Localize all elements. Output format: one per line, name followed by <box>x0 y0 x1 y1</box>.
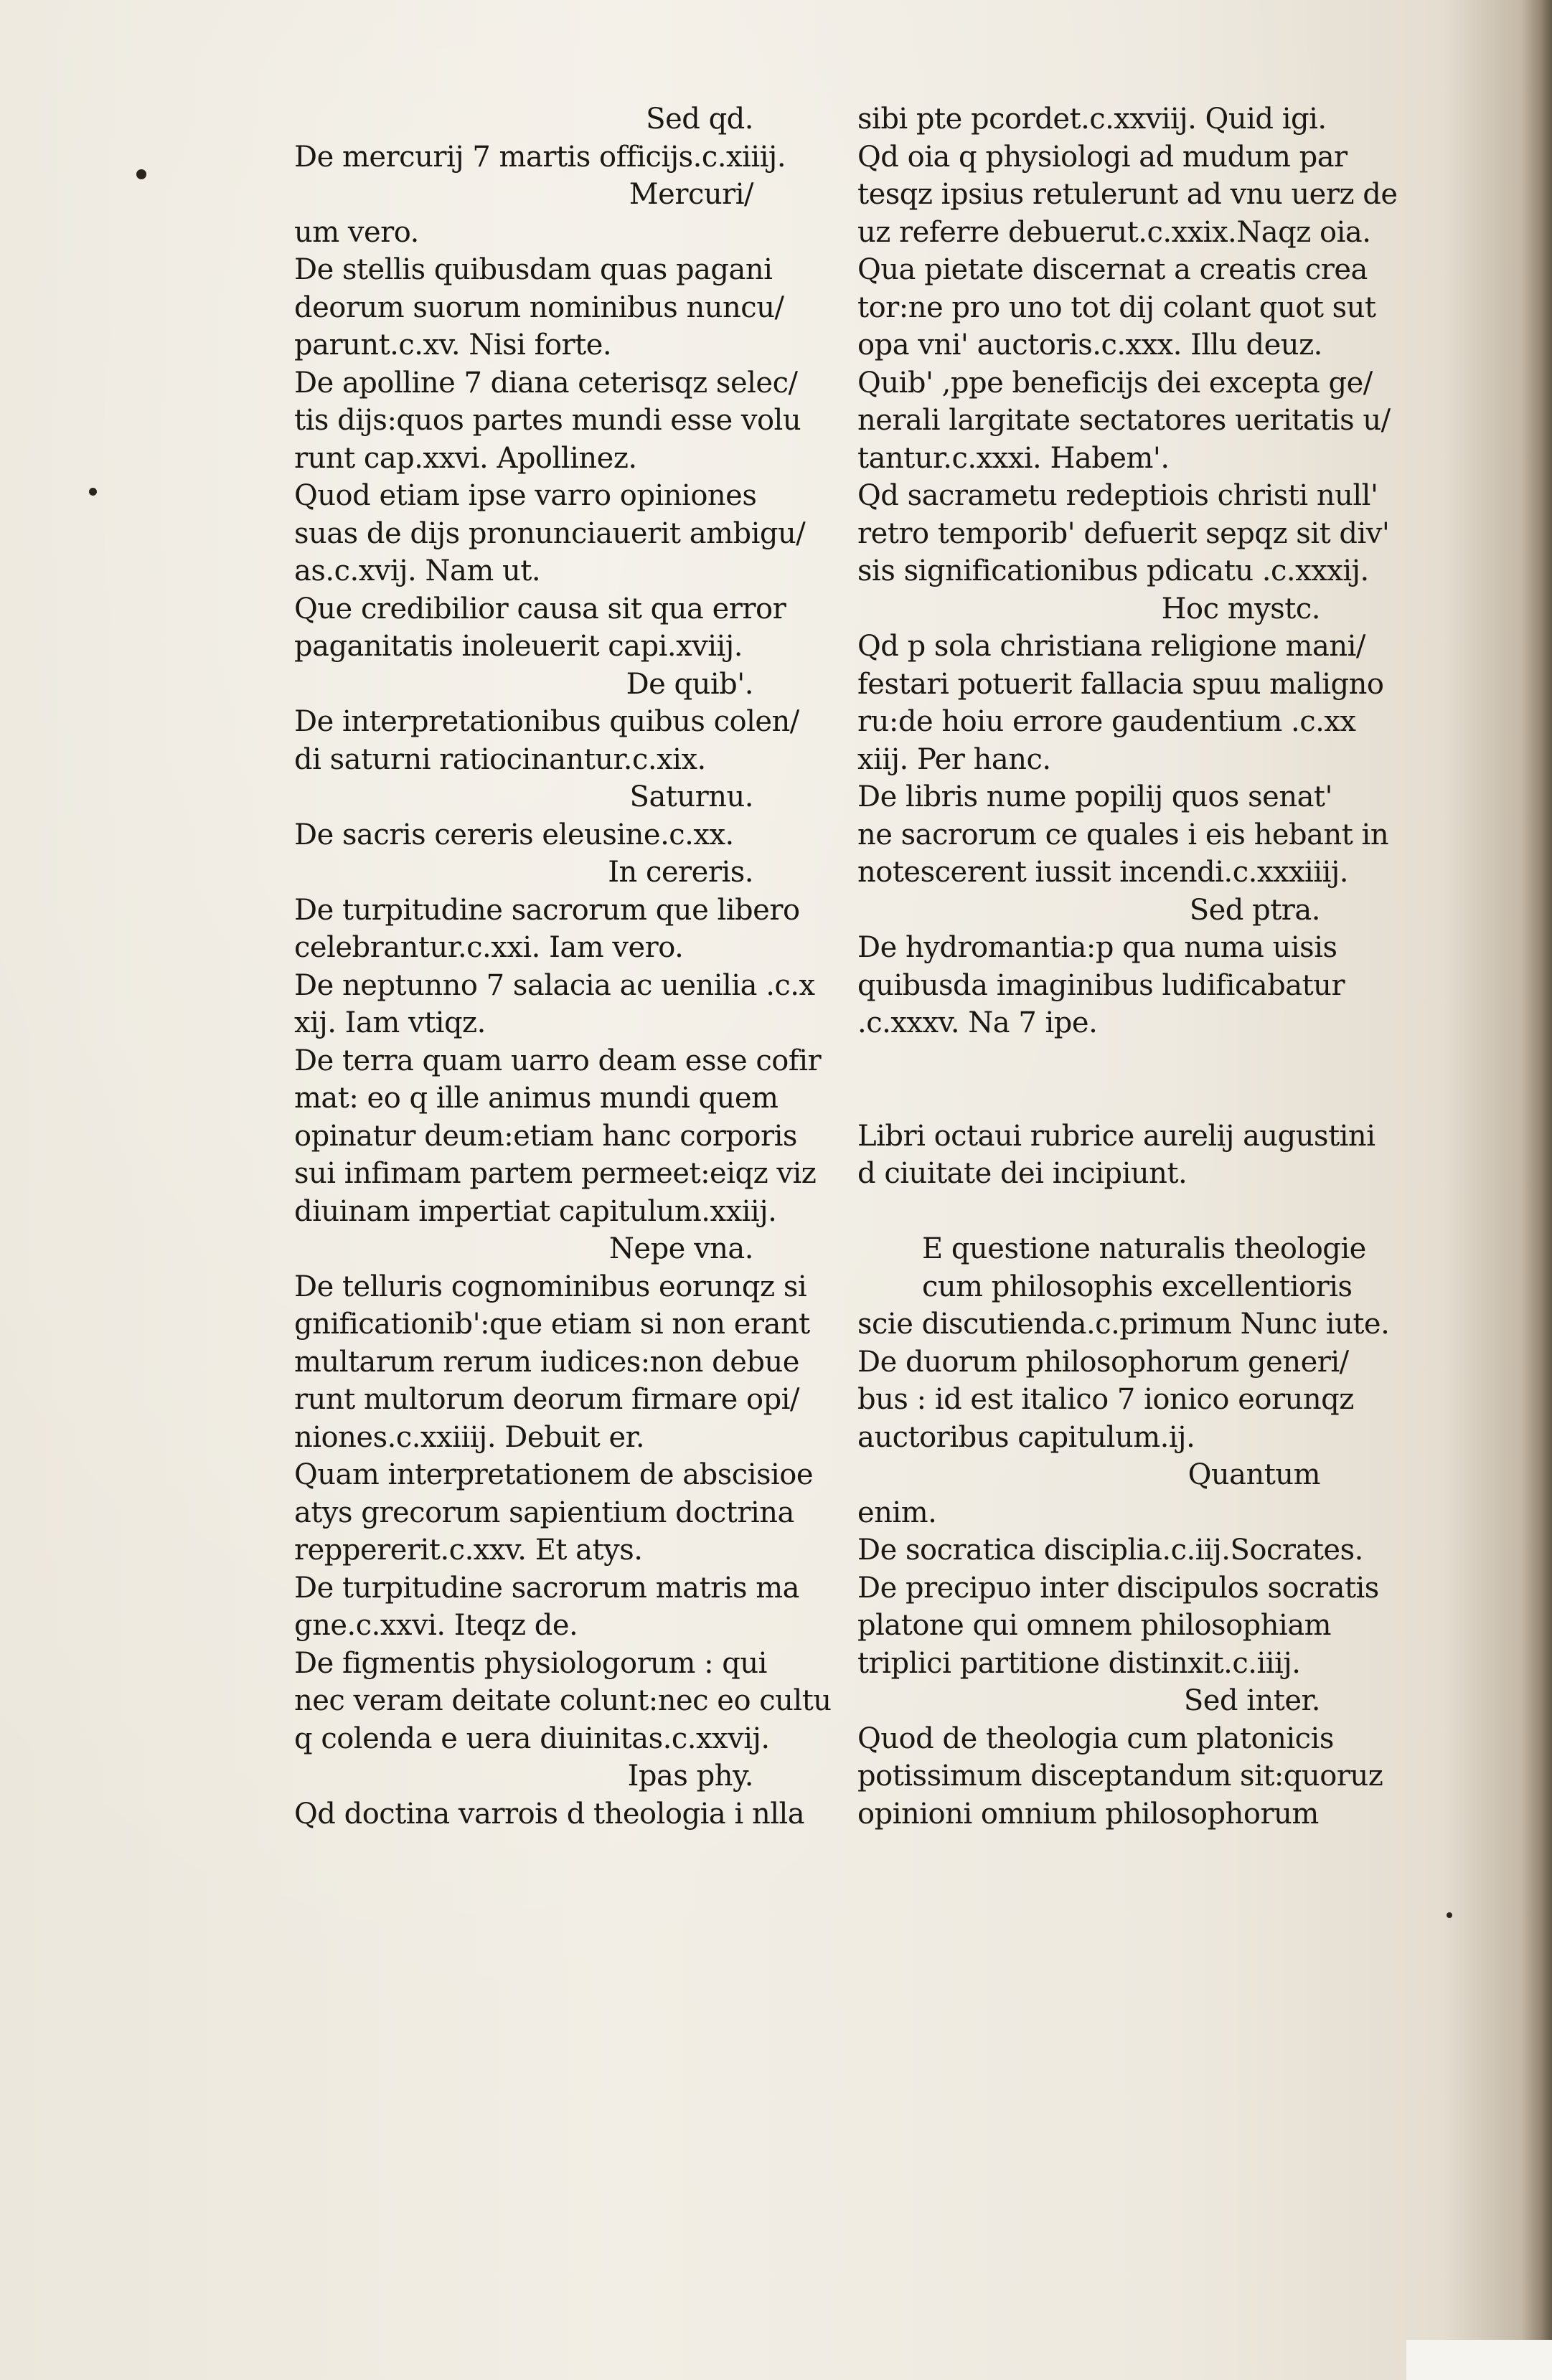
left-column-line: di saturni ratiocinantur.c.xix. <box>294 742 706 776</box>
left-column-line: De turpitudine sacrorum que libero <box>294 893 800 927</box>
ink-speck <box>89 488 97 496</box>
left-column-line: gnificationib':que etiam si non erant <box>294 1308 810 1341</box>
left-column-line: sui infimam partem permeet:eiqz viz <box>294 1157 817 1190</box>
left-column-line: deorum suorum nominibus nuncu/ <box>294 291 784 324</box>
left-column-line: runt multorum deorum firmare opi/ <box>294 1383 799 1416</box>
left-column-line: De terra quam uarro deam esse cofir <box>294 1044 822 1077</box>
right-column-line: opinioni omnium philosophorum <box>857 1797 1319 1831</box>
left-column-line: De figmentis physiologorum : qui <box>294 1646 767 1680</box>
left-column-line: um vero. <box>294 215 419 249</box>
left-column-line: atys grecorum sapientium doctrina <box>294 1496 794 1529</box>
right-column-line: d ciuitate dei incipiunt. <box>857 1157 1187 1190</box>
left-column-line: niones.c.xxiiij. Debuit er. <box>294 1420 645 1454</box>
right-column-line: Libri octaui rubrice aurelij augustini <box>857 1119 1375 1153</box>
right-column-line: Quib' ,ppe beneficijs dei excepta ge/ <box>857 366 1373 400</box>
right-column-line: tesqz ipsius retulerunt ad vnu uerz de <box>857 178 1398 211</box>
right-column-line: Hoc mystc. <box>1161 592 1320 625</box>
left-column-line: De apolline 7 diana ceterisqz selec/ <box>294 366 798 400</box>
left-column-line: De mercurij 7 martis officijs.c.xiiij. <box>294 140 786 174</box>
right-column-line: xiij. Per hanc. <box>857 742 1051 776</box>
right-column-line: platone qui omnem philosophiam <box>857 1609 1332 1642</box>
left-column-line: diuinam impertiat capitulum.xxiij. <box>294 1194 777 1228</box>
left-column-line: De interpretationibus quibus colen/ <box>294 705 799 738</box>
right-column-line: scie discutienda.c.primum Nunc iute. <box>857 1308 1390 1341</box>
left-column-line: Nepe vna. <box>608 1232 753 1265</box>
left-column-line: tis dijs:quos partes mundi esse volu <box>294 404 801 437</box>
left-column-line: Quam interpretationem de abscisioe <box>294 1458 814 1491</box>
right-column-line: notescerent iussit incendi.c.xxxiiij. <box>857 856 1349 889</box>
right-column-line: cum philosophis excellentioris <box>922 1270 1353 1303</box>
right-column-line: opa vni' auctoris.c.xxx. Illu deuz. <box>857 329 1322 362</box>
left-column-line: celebrantur.c.xxi. Iam vero. <box>294 931 684 964</box>
right-column-line: festari potuerit fallacia spuu maligno <box>857 667 1384 701</box>
right-column-line: De hydromantia:p qua numa uisis <box>857 931 1337 964</box>
left-column-line: In cereris. <box>608 856 753 889</box>
left-column-line: Ipas phy. <box>627 1760 753 1793</box>
right-column-line: .c.xxxv. Na 7 ipe. <box>857 1006 1098 1039</box>
right-column-line <box>857 1193 1320 1231</box>
left-column-line: Saturnu. <box>629 780 753 813</box>
left-column-line: mat: eo q ille animus mundi quem <box>294 1082 779 1115</box>
right-column-line: triplici partitione distinxit.c.iiij. <box>857 1646 1301 1680</box>
right-column-line <box>857 1080 1320 1118</box>
right-column-line: De duorum philosophorum generi/ <box>857 1345 1349 1379</box>
right-column-line: E questione naturalis theologie <box>922 1232 1366 1265</box>
right-column-line: sibi pte pcordet.c.xxviij. Quid igi. <box>857 103 1327 136</box>
left-column-line: q colenda e uera diuinitas.c.xxvij. <box>294 1722 770 1755</box>
left-column-line: paganitatis inoleuerit capi.xviij. <box>294 630 743 663</box>
right-column-line: De precipuo inter discipulos socratis <box>857 1571 1379 1605</box>
left-column-line: parunt.c.xv. Nisi forte. <box>294 329 612 362</box>
right-column-line: Qd p sola christiana religione mani/ <box>857 630 1365 663</box>
right-column-line: Quantum <box>1187 1458 1320 1491</box>
right-column-line: enim. <box>857 1496 937 1529</box>
right-column-line: ne sacrorum ce quales i eis hebant in <box>857 818 1389 851</box>
right-column-line: Quod de theologia cum platonicis <box>857 1722 1334 1755</box>
right-column-line: bus : id est italico 7 ionico eorunqz <box>857 1383 1354 1416</box>
ink-speck <box>136 169 146 179</box>
left-column-line: xij. Iam vtiqz. <box>294 1006 486 1039</box>
right-column-line: nerali largitate sectatores ueritatis u/ <box>857 404 1391 437</box>
right-column-line: Sed ptra. <box>1189 893 1320 927</box>
left-column-line: runt cap.xxvi. Apollinez. <box>294 441 637 475</box>
left-column-line: gne.c.xxvi. Iteqz de. <box>294 1609 578 1642</box>
left-column-line: multarum rerum iudices:non debue <box>294 1345 799 1379</box>
right-column-line: sis significationibus pdicatu .c.xxxij. <box>857 554 1369 587</box>
right-column-line: tantur.c.xxxi. Habem'. <box>857 441 1170 475</box>
right-column-line: uz referre debuerut.c.xxix.Naqz oia. <box>857 215 1371 249</box>
left-column-line: Sed qd. <box>646 103 753 136</box>
right-column-line: Qd sacrametu redeptiois christi null' <box>857 479 1378 512</box>
left-column-line: De turpitudine sacrorum matris ma <box>294 1571 799 1605</box>
left-column-line: De telluris cognominibus eorunqz si <box>294 1270 807 1303</box>
right-column-line <box>857 1042 1320 1080</box>
left-column-line: suas de dijs pronunciauerit ambigu/ <box>294 516 806 550</box>
right-column-line: Qd oia q physiologi ad mudum par <box>857 140 1348 174</box>
right-column-line: retro temporib' defuerit sepqz sit div' <box>857 516 1390 550</box>
ink-speck <box>1447 1912 1452 1918</box>
page-corner <box>1406 2340 1552 2380</box>
left-column-line: Que credibilior causa sit qua error <box>294 592 786 625</box>
left-column-line: De stellis quibusdam quas pagani <box>294 253 773 286</box>
right-column-line: Qua pietate discernat a creatis crea <box>857 253 1368 286</box>
left-column-line: as.c.xvij. Nam ut. <box>294 554 541 587</box>
left-column-line: reppererit.c.xxv. Et atys. <box>294 1534 643 1567</box>
right-column-line: auctoribus capitulum.ij. <box>857 1420 1195 1454</box>
right-column-line: De socratica disciplia.c.iij.Socrates. <box>857 1534 1363 1567</box>
left-column-line: nec veram deitate colunt:nec eo cultu <box>294 1684 832 1717</box>
left-column-line: Qd doctina varrois d theologia i nlla <box>294 1797 805 1831</box>
left-column-line: Mercuri/ <box>629 178 753 211</box>
right-column-line: De libris nume popilij quos senat' <box>857 780 1333 813</box>
right-column-line: tor:ne pro uno tot dij colant quot sut <box>857 291 1376 324</box>
right-column-line: Sed inter. <box>1183 1684 1320 1717</box>
right-column <box>857 100 1398 1833</box>
page-edge-shadow <box>1522 0 1552 2380</box>
left-column-line: Quod etiam ipse varro opiniones <box>294 479 757 512</box>
left-column-line: De quib'. <box>626 667 753 701</box>
right-column-line: ru:de hoiu errore gaudentium .c.xx <box>857 705 1356 738</box>
left-column-line: opinatur deum:etiam hanc corporis <box>294 1119 797 1153</box>
right-column-line: quibusda imaginibus ludificabatur <box>857 968 1345 1002</box>
left-column-line: De neptunno 7 salacia ac uenilia .c.x <box>294 968 815 1002</box>
right-column-line: potissimum disceptandum sit:quoruz <box>857 1760 1383 1793</box>
left-column-line: De sacris cereris eleusine.c.xx. <box>294 818 734 851</box>
left-column <box>294 100 832 1833</box>
